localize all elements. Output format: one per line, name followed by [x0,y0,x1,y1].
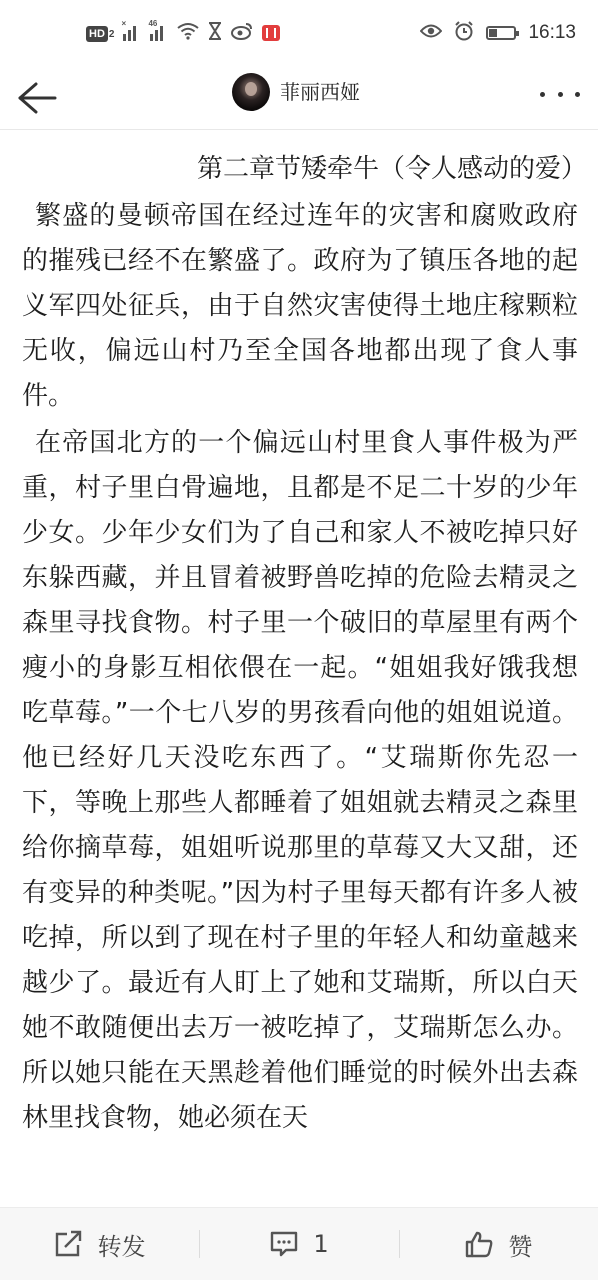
wifi-icon [177,22,199,44]
status-bar [0,0,598,66]
battery-icon [486,26,516,40]
signal-icon [121,19,141,41]
alarm-icon [454,21,474,45]
hourglass-icon [208,22,222,44]
signal-tag: × [121,19,127,28]
eye-icon [420,23,442,43]
hd-sub: 2 [108,29,115,40]
thumbs-up-icon [464,1230,494,1258]
status-left-icons [86,19,280,44]
forward-button[interactable] [0,1222,199,1266]
comment-icon [269,1230,299,1258]
like-label: 赞 [508,1232,533,1261]
battery-fill [489,29,497,37]
bottom-action-bar [0,1207,598,1280]
share-icon [54,1230,84,1258]
book-app-icon [262,25,280,41]
article-paragraph: 繁盛的曼顿帝国在经过连年的灾害和腐败政府的摧残已经不在繁盛了。政府为了镇压各地的起义军四处征兵，由于自然灾害使得土地庄稼颗粒无收，偏远山村乃至全国各地都出现了食人事件。 [22,201,578,411]
hd-badge: HD [86,26,108,42]
back-button[interactable] [14,78,58,118]
signal-4g-tag: 46 [148,19,158,28]
author-nickname[interactable]: 菲丽西娅 [280,80,360,104]
avatar[interactable] [232,73,270,111]
more-dots-icon [540,92,545,97]
hd-icon [86,24,114,42]
comment-button[interactable] [199,1222,398,1266]
status-time: 16:13 [528,22,576,43]
top-navigation-bar [0,66,598,130]
more-options-button[interactable] [540,84,580,104]
chapter-title: 第二章节矮牵牛（令人感动的爱） [197,154,588,184]
signal-4g-icon [148,19,168,41]
forward-label: 转发 [97,1232,146,1261]
back-arrow-icon [14,78,58,118]
like-button[interactable] [399,1222,598,1266]
article-content[interactable] [0,130,598,1207]
article-paragraph: 在帝国北方的一个偏远山村里食人事件极为严重，村子里白骨遍地，且都是不足二十岁的少年少女。少年少女们为了自己和家人不被吃掉只好东躲西藏，并且冒着被野兽吃掉的危险去精灵之森里寻找食物。村子里一个破旧的草屋里有两个瘦小的身影互相依偎在一起。“姐姐我好饿我想吃草莓。”一个七八岁的男孩看向他的姐姐说道。他已经好几天没吃东西了。“艾瑞斯你先忍一下，等晚上那些人都睡着了姐姐就去精灵之森里给你摘草莓，姐姐听说那里的草莓又大又甜，还有变异的种类呢。”因为村子里每天都有许多人被吃掉，所以到了现在村子里的年轻人和幼童越来越少了。最近有人盯上了她和艾瑞斯，所以白天她不敢随便出去万一被吃掉了，艾瑞斯怎么办。所以她只能在天黑趁着他们睡觉的时候外出去森林里找食物，她必须在天 [22,428,578,1133]
comment-count: 1 [313,1230,329,1258]
status-right-icons [420,21,576,45]
weibo-icon [231,22,253,44]
